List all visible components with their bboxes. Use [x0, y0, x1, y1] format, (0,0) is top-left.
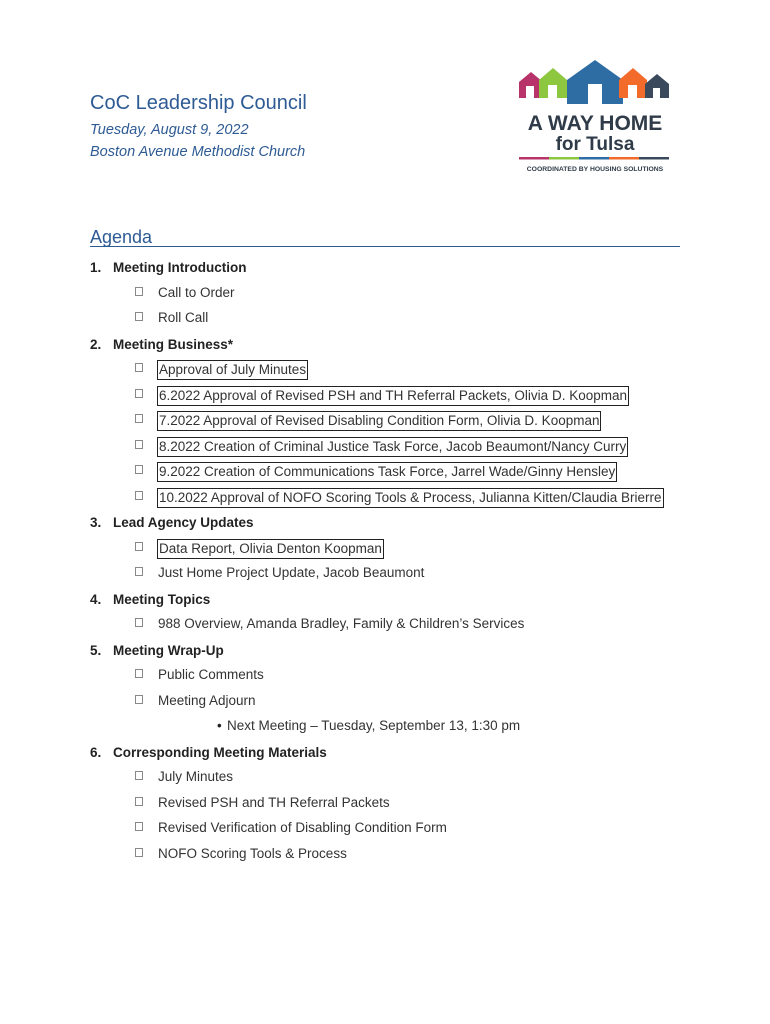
checkbox-icon — [135, 669, 143, 678]
agenda-item-text: July Minutes — [158, 769, 234, 784]
agenda-item — [90, 359, 730, 385]
agenda-item — [90, 538, 730, 564]
agenda-item-text: Call to Order — [158, 284, 235, 300]
section-number: 6. — [90, 744, 102, 760]
agenda-item-link[interactable]: 8.2022 Creation of Criminal Justice Task Force, Jacob Beaumont/Nancy Curry — [157, 437, 628, 457]
bullet-icon: • — [217, 718, 222, 733]
section-title-text: Meeting Wrap-Up — [113, 642, 224, 658]
agenda-item — [90, 410, 730, 436]
checkbox-icon — [135, 797, 143, 806]
agenda-sub-item-text: Next Meeting – Tuesday, September 13, 1:30 pm — [227, 718, 521, 733]
checkbox-icon — [135, 491, 143, 500]
section-title-text: Meeting Business* — [113, 336, 234, 352]
page-title: CoC Leadership Council — [90, 92, 307, 114]
agenda-section — [90, 742, 730, 870]
section-title-text: Meeting Topics — [113, 591, 211, 607]
section-title-text: Lead Agency Updates — [113, 515, 254, 530]
section-number: 4. — [90, 591, 102, 607]
section-title — [90, 742, 730, 768]
agenda-section — [90, 640, 730, 742]
section-title — [90, 512, 730, 538]
agenda-item-link[interactable]: Data Report, Olivia Denton Koopman — [157, 539, 384, 559]
agenda-item-link[interactable]: Approval of July Minutes — [157, 360, 308, 380]
agenda-section — [90, 334, 730, 513]
agenda-item-link[interactable]: 9.2022 Creation of Communications Task Force, Jarrel Wade/Ginny Hensley — [157, 462, 617, 482]
checkbox-icon — [135, 822, 143, 831]
section-title — [90, 589, 730, 615]
checkbox-icon — [135, 618, 143, 627]
agenda-item — [90, 691, 730, 717]
agenda-section — [90, 589, 730, 640]
checkbox-icon — [135, 465, 143, 474]
meeting-location: Boston Avenue Methodist Church — [90, 144, 306, 160]
agenda-item-text: Roll Call — [158, 310, 209, 325]
agenda-item — [90, 283, 730, 309]
section-number: 3. — [90, 515, 102, 530]
agenda-item-link[interactable]: 7.2022 Approval of Revised Disabling Condition Form, Olivia D. Koopman — [157, 411, 601, 431]
logo-color-stripe — [519, 157, 669, 160]
agenda-item — [90, 385, 730, 411]
section-title — [90, 257, 730, 283]
agenda-item — [90, 844, 730, 870]
logo-line-1: A WAY HOME — [527, 112, 663, 135]
agenda-item-text: 988 Overview, Amanda Bradley, Family & Children’s Services — [158, 616, 525, 631]
checkbox-icon — [135, 414, 143, 423]
agenda-item — [90, 461, 730, 487]
section-number: 5. — [90, 642, 102, 658]
section-title-text: Corresponding Meeting Materials — [113, 744, 327, 760]
checkbox-icon — [135, 363, 143, 372]
agenda-item-link[interactable]: 10.2022 Approval of NOFO Scoring Tools & Process, Julianna Kitten/Claudia Brierre — [157, 488, 664, 508]
checkbox-icon — [135, 312, 143, 321]
agenda-heading — [90, 226, 680, 247]
section-title — [90, 640, 730, 666]
checkbox-icon — [135, 771, 143, 780]
section-number: 1. — [90, 260, 102, 275]
agenda-item — [90, 614, 730, 640]
agenda-item-text: NOFO Scoring Tools & Process — [158, 845, 347, 861]
agenda-sub-item — [90, 716, 730, 742]
agenda-item — [90, 818, 730, 844]
agenda-item-text: Meeting Adjourn — [158, 692, 256, 708]
agenda-item-text: Revised Verification of Disabling Condition Form — [158, 820, 447, 835]
logo-line-2: for Tulsa — [555, 134, 635, 155]
agenda-section — [90, 512, 730, 589]
checkbox-icon — [135, 542, 143, 551]
checkbox-icon — [135, 848, 143, 857]
agenda-item — [90, 487, 730, 513]
section-number: 2. — [90, 336, 102, 352]
logo-tagline: COORDINATED BY HOUSING SOLUTIONS — [526, 166, 664, 173]
agenda-heading-text: Agenda — [90, 227, 153, 247]
checkbox-icon — [135, 389, 143, 398]
meeting-date: Tuesday, August 9, 2022 — [90, 122, 249, 138]
agenda-item — [90, 308, 730, 334]
agenda-item — [90, 563, 730, 589]
houses-icon — [519, 60, 669, 104]
a-way-home-logo — [515, 58, 675, 176]
checkbox-icon — [135, 440, 143, 449]
agenda-item-text: Revised PSH and TH Referral Packets — [158, 794, 390, 810]
agenda-section — [90, 257, 730, 334]
agenda-item-link[interactable]: 6.2022 Approval of Revised PSH and TH Referral Packets, Olivia D. Koopman — [157, 386, 629, 406]
agenda-item — [90, 767, 730, 793]
section-title-text: Meeting Introduction — [113, 260, 247, 275]
agenda-item-text: Just Home Project Update, Jacob Beaumont — [158, 565, 425, 580]
checkbox-icon — [135, 287, 143, 296]
agenda-list — [90, 257, 730, 869]
section-title — [90, 334, 730, 360]
agenda-item-text: Public Comments — [158, 667, 264, 682]
agenda-item — [90, 436, 730, 462]
agenda-item — [90, 665, 730, 691]
checkbox-icon — [135, 695, 143, 704]
agenda-item — [90, 793, 730, 819]
checkbox-icon — [135, 567, 143, 576]
